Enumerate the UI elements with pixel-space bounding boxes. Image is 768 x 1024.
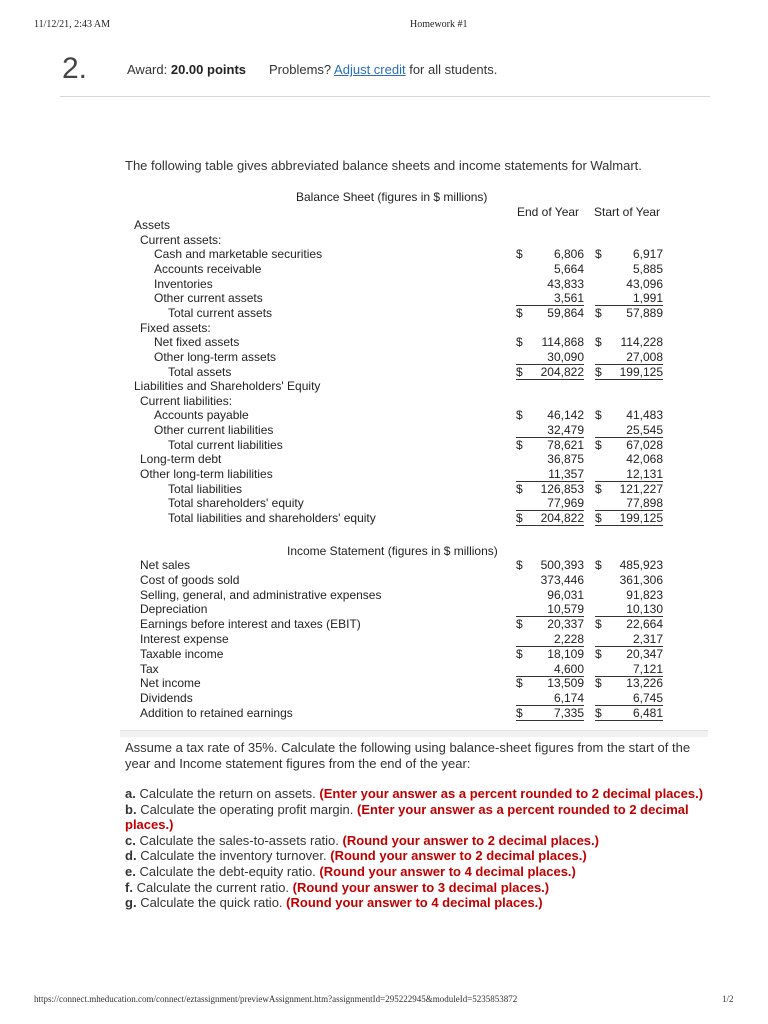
currency-symbol: $ [516, 511, 523, 525]
cell-value: 78,621 [547, 437, 584, 452]
row-label: Interest expense [140, 632, 229, 646]
cell-value: 77,898 [626, 496, 663, 511]
currency-symbol: $ [516, 481, 523, 496]
table-row [0, 467, 768, 482]
start-of-year-value [595, 676, 663, 690]
question-letter: g. [125, 895, 137, 911]
table-row [0, 573, 768, 588]
end-of-year-value [516, 306, 584, 320]
row-label: Long-term debt [140, 452, 222, 467]
question-text: Calculate the current ratio. [136, 879, 290, 895]
cell-value: 485,923 [619, 558, 663, 572]
table-row [0, 365, 768, 380]
currency-symbol: $ [595, 676, 602, 691]
table-row [0, 452, 768, 467]
end-of-year-value [516, 558, 584, 572]
end-of-year-value [516, 262, 584, 276]
table-row [0, 423, 768, 438]
table-row [0, 438, 768, 453]
table-row [0, 602, 768, 617]
end-of-year-value [516, 423, 584, 438]
cell-value: 6,174 [553, 691, 584, 706]
print-footer-url: https://connect.mheducation.com/connect/eztassignment/previewAssignment.htm?assignmentId=295222945&moduleId=5235853872 [34, 994, 518, 1004]
end-of-year-value [516, 335, 584, 349]
cell-value: 13,509 [547, 676, 584, 691]
row-label: Other long-term assets [154, 349, 277, 364]
table-row [0, 335, 768, 350]
currency-symbol: $ [595, 364, 602, 379]
end-of-year-value [516, 602, 584, 617]
question-instruction: (Round your answer to 3 decimal places.) [292, 879, 550, 895]
question-text: Calculate the debt-equity ratio. [139, 863, 316, 879]
cell-value: 2,317 [632, 632, 663, 646]
currency-symbol: $ [516, 646, 523, 661]
row-label: Tax [140, 661, 159, 676]
start-of-year-value [595, 647, 663, 661]
end-of-year-value [516, 438, 584, 452]
cell-value: 10,130 [626, 602, 663, 617]
question-divider [60, 96, 710, 97]
cell-value: 67,028 [626, 437, 663, 452]
cell-value: 204,822 [540, 511, 584, 525]
row-label: Net fixed assets [154, 335, 240, 350]
currency-symbol: $ [595, 511, 602, 525]
question-number: 2. [62, 52, 88, 85]
start-of-year-value [595, 262, 663, 276]
table-row [0, 350, 768, 365]
table-row [0, 691, 768, 706]
start-of-year-value [595, 467, 663, 482]
cell-value: 57,889 [626, 305, 663, 320]
question-instruction: (Round your answer to 2 decimal places.) [342, 832, 599, 848]
question-item [125, 880, 725, 896]
question-item [125, 802, 725, 833]
row-label: Total shareholders' equity [168, 496, 304, 511]
question-text: Calculate the sales-to-assets ratio. [139, 832, 339, 848]
table-row [0, 218, 768, 233]
start-of-year-value [595, 496, 663, 511]
cell-value: 46,142 [547, 408, 584, 423]
table-row [0, 291, 768, 306]
start-of-year-value [595, 277, 663, 291]
row-label: Inventories [154, 276, 213, 291]
cell-value: 204,822 [540, 364, 584, 379]
question-instruction: (Round your answer to 4 decimal places.) [319, 863, 576, 879]
question-letter: a. [125, 786, 136, 801]
start-of-year-value [595, 408, 663, 422]
cell-value: 1,991 [632, 291, 663, 306]
cell-value: 6,745 [632, 691, 663, 706]
table-row [0, 321, 768, 336]
row-label: Dividends [140, 691, 193, 706]
end-of-year-value [516, 467, 584, 482]
problems-prefix: Problems? [269, 62, 332, 77]
cell-value: 20,337 [547, 617, 584, 632]
cell-value: 77,969 [547, 496, 584, 511]
start-of-year-value [595, 558, 663, 572]
print-page-title: Homework #1 [410, 19, 468, 30]
cell-value: 126,853 [540, 481, 584, 496]
cell-value: 41,483 [626, 408, 663, 423]
start-of-year-value [595, 423, 663, 438]
currency-symbol: $ [516, 247, 523, 262]
currency-symbol: $ [516, 706, 523, 720]
table-row [0, 394, 768, 409]
award-value: 20.00 points [170, 62, 246, 77]
end-of-year-value [516, 350, 584, 365]
cell-value: 91,823 [626, 587, 663, 602]
row-label: Taxable income [140, 646, 224, 661]
cell-value: 13,226 [626, 676, 663, 691]
table-row [0, 558, 768, 573]
table-row [0, 662, 768, 677]
row-label: Total assets [168, 364, 232, 379]
end-of-year-value [516, 588, 584, 602]
cell-value: 6,917 [632, 247, 663, 262]
cell-value: 96,031 [547, 587, 584, 602]
currency-symbol: $ [516, 558, 523, 572]
question-letter: b. [125, 801, 137, 817]
cell-value: 121,227 [619, 481, 663, 496]
end-of-year-value [516, 496, 584, 511]
end-of-year-value [516, 365, 584, 380]
row-label: Total current assets [168, 305, 273, 320]
table-row [0, 496, 768, 511]
cell-value: 6,481 [632, 706, 663, 720]
end-of-year-value [516, 676, 584, 690]
question-text: Calculate the return on assets. [139, 786, 316, 801]
row-label: Net income [140, 676, 201, 691]
cell-value: 361,306 [619, 572, 663, 587]
cell-value: 59,864 [547, 305, 584, 320]
start-of-year-value [595, 350, 663, 365]
end-of-year-value [516, 647, 584, 661]
row-label: Cost of goods sold [140, 572, 240, 587]
column-header-end-of-year: End of Year [517, 205, 580, 219]
table-row [0, 247, 768, 262]
question-instruction: (Enter your answer as a percent rounded to 2 decimal places.) [125, 801, 689, 833]
question-instruction: (Round your answer to 2 decimal places.) [330, 848, 587, 864]
question-text: Calculate the operating profit margin. [140, 801, 354, 817]
cell-value: 11,357 [548, 467, 584, 482]
table-row [0, 588, 768, 603]
currency-symbol: $ [595, 617, 602, 632]
question-item [125, 786, 725, 802]
start-of-year-value [595, 438, 663, 452]
end-of-year-value [516, 247, 584, 261]
currency-symbol: $ [516, 437, 523, 452]
cell-value: 12,131 [626, 467, 663, 482]
cell-value: 3,561 [553, 291, 584, 306]
section-divider [120, 730, 708, 737]
row-label: Earnings before interest and taxes (EBIT) [140, 617, 361, 632]
currency-symbol: $ [516, 676, 523, 691]
balance-sheet-title: Balance Sheet (figures in $ millions) [296, 190, 488, 204]
currency-symbol: $ [516, 335, 523, 350]
cell-value: 2,228 [553, 632, 584, 646]
currency-symbol: $ [516, 305, 523, 320]
start-of-year-value [595, 306, 663, 320]
table-row [0, 706, 768, 721]
end-of-year-value [516, 452, 584, 466]
row-label: Accounts receivable [154, 261, 262, 276]
end-of-year-value [516, 291, 584, 306]
row-label: Fixed assets: [140, 320, 211, 335]
cell-value: 199,125 [619, 511, 663, 525]
currency-symbol: $ [595, 247, 602, 262]
question-instruction: (Enter your answer as a percent rounded to 2 decimal places.) [319, 786, 704, 801]
end-of-year-value [516, 408, 584, 422]
cell-value: 30,090 [547, 349, 584, 364]
cell-value: 18,109 [547, 646, 584, 661]
end-of-year-value [516, 691, 584, 706]
currency-symbol: $ [516, 364, 523, 379]
row-label: Addition to retained earnings [140, 706, 293, 720]
currency-symbol: $ [595, 646, 602, 661]
question-instruction: (Round your answer to 4 decimal places.) [286, 895, 543, 911]
end-of-year-value [516, 573, 584, 587]
end-of-year-value [516, 632, 584, 647]
end-of-year-value [516, 511, 584, 526]
currency-symbol: $ [595, 481, 602, 496]
end-of-year-value [516, 662, 584, 677]
table-row [0, 482, 768, 497]
problems-suffix: for all students. [409, 62, 498, 77]
cell-value: 43,833 [547, 276, 584, 291]
start-of-year-value [595, 247, 663, 261]
row-label: Accounts payable [154, 408, 249, 423]
start-of-year-value [595, 602, 663, 617]
award-info [127, 62, 246, 77]
row-label: Current assets: [140, 232, 222, 247]
start-of-year-value [595, 691, 663, 706]
currency-symbol: $ [595, 558, 602, 572]
table-row [0, 306, 768, 321]
row-label: Total liabilities and shareholders' equity [168, 511, 376, 525]
cell-value: 32,479 [547, 423, 584, 438]
row-label: Cash and marketable securities [154, 247, 323, 262]
question-item [125, 848, 725, 864]
cell-value: 25,545 [626, 423, 663, 438]
question-letter: f. [125, 879, 133, 895]
start-of-year-value [595, 365, 663, 380]
start-of-year-value [595, 452, 663, 466]
question-letter: c. [125, 832, 136, 848]
cell-value: 4,600 [553, 661, 584, 676]
row-label: Selling, general, and administrative expenses [140, 587, 382, 602]
start-of-year-value [595, 573, 663, 587]
cell-value: 22,664 [626, 617, 663, 632]
cell-value: 199,125 [619, 364, 663, 379]
table-row [0, 262, 768, 277]
start-of-year-value [595, 706, 663, 721]
start-of-year-value [595, 617, 663, 631]
row-label: Current liabilities: [140, 393, 233, 408]
question-text: Calculate the inventory turnover. [140, 848, 327, 864]
problems-info [269, 62, 497, 77]
start-of-year-value [595, 335, 663, 349]
currency-symbol: $ [516, 408, 523, 423]
question-list [125, 786, 725, 911]
table-row [0, 233, 768, 248]
row-label: Other long-term liabilities [140, 467, 273, 482]
row-label: Liabilities and Shareholders' Equity [134, 379, 321, 394]
currency-symbol: $ [595, 305, 602, 320]
cell-value: 500,393 [540, 558, 584, 572]
start-of-year-value [595, 511, 663, 526]
table-row [0, 379, 768, 394]
question-item [125, 833, 725, 849]
row-label: Total liabilities [168, 481, 243, 496]
end-of-year-value [516, 617, 584, 631]
currency-symbol: $ [595, 706, 602, 720]
start-of-year-value [595, 291, 663, 306]
cell-value: 43,096 [626, 276, 663, 291]
end-of-year-value [516, 277, 584, 291]
start-of-year-value [595, 588, 663, 602]
row-label: Total current liabilities [168, 437, 283, 452]
cell-value: 7,335 [553, 706, 584, 720]
end-of-year-value [516, 482, 584, 496]
cell-value: 114,228 [620, 335, 663, 350]
row-label: Net sales [140, 558, 191, 572]
end-of-year-value [516, 706, 584, 721]
cell-value: 6,806 [553, 247, 584, 262]
question-text: Calculate the quick ratio. [140, 895, 283, 911]
cell-value: 27,008 [626, 349, 663, 364]
question-item [125, 895, 725, 911]
currency-symbol: $ [516, 617, 523, 632]
table-row [0, 617, 768, 632]
cell-value: 373,446 [540, 572, 584, 587]
cell-value: 114,868 [541, 335, 584, 350]
currency-symbol: $ [595, 408, 602, 423]
start-of-year-value [595, 482, 663, 496]
currency-symbol: $ [595, 335, 602, 350]
award-label: Award: [127, 62, 168, 77]
start-of-year-value [595, 632, 663, 647]
cell-value: 10,579 [547, 602, 584, 617]
table-row [0, 676, 768, 691]
cell-value: 42,068 [626, 452, 663, 467]
start-of-year-value [595, 662, 663, 677]
question-letter: d. [125, 848, 137, 864]
cell-value: 5,885 [632, 261, 663, 276]
row-label: Other current liabilities [154, 423, 274, 438]
cell-value: 7,121 [632, 661, 663, 676]
table-row [0, 632, 768, 647]
row-label: Depreciation [140, 602, 208, 617]
print-datetime: 11/12/21, 2:43 AM [34, 19, 111, 30]
row-label: Other current assets [154, 291, 263, 306]
assumption-text: Assume a tax rate of 35%. Calculate the following using balance-sheet figures from the start of the year and Income statement figures from the end of the year: [125, 740, 691, 771]
question-letter: e. [125, 863, 136, 879]
income-statement-title: Income Statement (figures in $ millions) [287, 544, 498, 558]
column-header-start-of-year: Start of Year [594, 205, 661, 219]
table-row [0, 647, 768, 662]
table-row [0, 277, 768, 292]
table-row [0, 511, 768, 526]
cell-value: 36,875 [547, 452, 584, 467]
row-label: Assets [134, 218, 171, 232]
adjust-credit-link[interactable]: Adjust credit [334, 62, 406, 77]
currency-symbol: $ [595, 437, 602, 452]
intro-text: The following table gives abbreviated balance sheets and income statements for Walmart. [125, 158, 642, 173]
question-item [125, 864, 725, 880]
print-page-number: 1/2 [722, 994, 734, 1004]
table-row [0, 408, 768, 423]
cell-value: 20,347 [626, 646, 663, 661]
cell-value: 5,664 [553, 261, 584, 276]
